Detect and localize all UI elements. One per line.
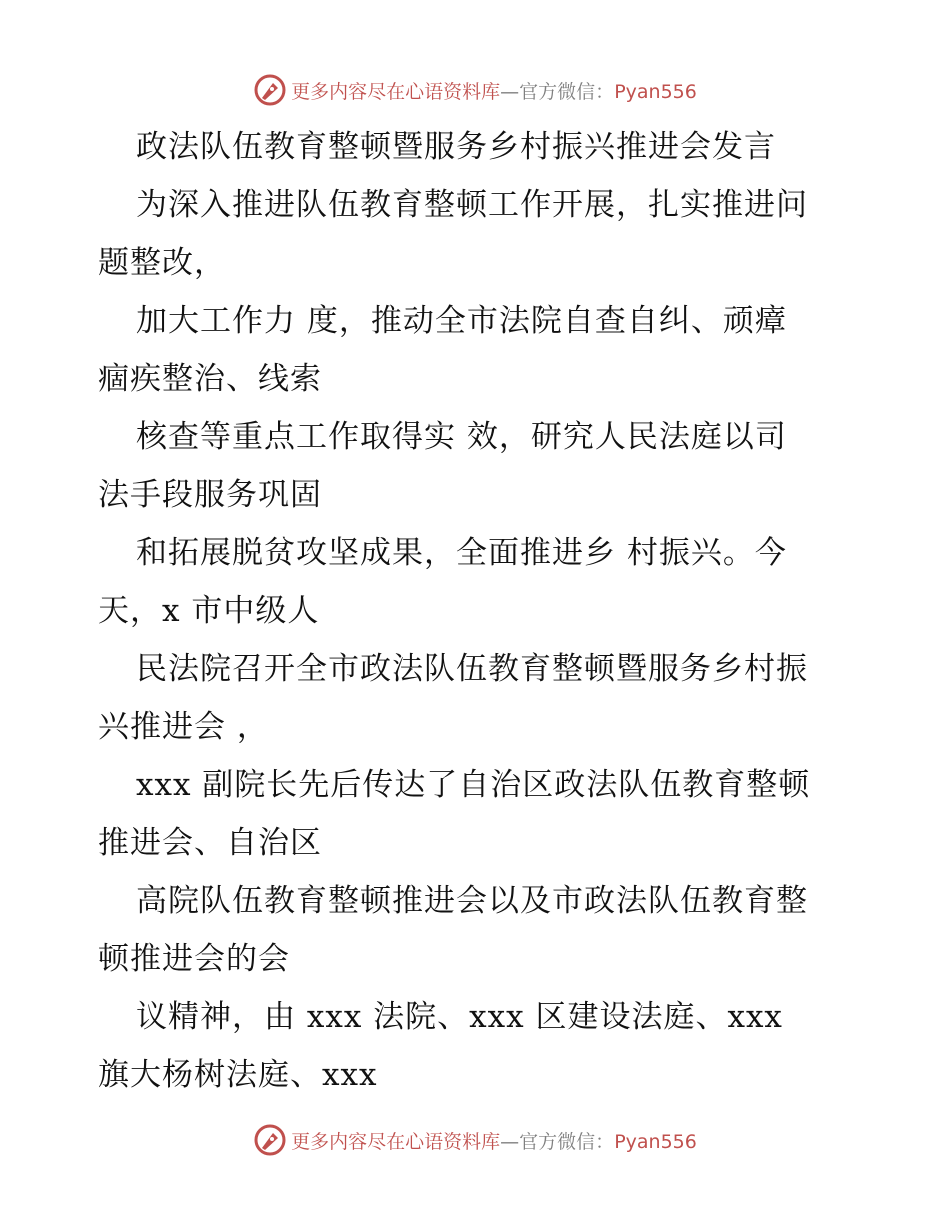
header-wechat-id: Pyan556 xyxy=(614,80,697,103)
header-site-name: 更多内容尽在心语资料库 xyxy=(291,80,501,103)
paragraph-line: 痼疾整治、线索 xyxy=(98,361,322,397)
footer-banner xyxy=(0,1120,950,1160)
paragraph-line: 和拓展脱贫攻坚成果，全面推进乡 村振兴。今 xyxy=(136,535,787,571)
paragraph-line: 核查等重点工作取得实 效，研究人民法庭以司 xyxy=(136,419,787,455)
footer-wechat-label: —官方微信： xyxy=(500,1130,615,1153)
header-wechat-label: —官方微信： xyxy=(500,80,615,103)
paragraph-line: 加大工作力 度，推动全市法院自查自纠、顽瘴 xyxy=(136,303,787,339)
document-title: 政法队伍教育整顿暨服务乡村振兴推进会发言 xyxy=(136,129,776,165)
footer-wechat-id: Pyan556 xyxy=(614,1130,697,1153)
paragraph-line: 高院队伍教育整顿推进会以及市政法队伍教育整 xyxy=(136,883,808,919)
footer-banner-text xyxy=(291,1127,697,1154)
header-banner-text xyxy=(291,77,697,104)
header-banner xyxy=(0,70,950,110)
paragraph-line: 推进会、自治区 xyxy=(98,825,322,861)
pen-nib-logo-icon xyxy=(253,1123,287,1157)
footer-site-name: 更多内容尽在心语资料库 xyxy=(291,1130,501,1153)
paragraph-line: 民法院召开全市政法队伍教育整顿暨服务乡村振 xyxy=(136,651,808,687)
paragraph-line: 为深入推进队伍教育整顿工作开展，扎实推进问 xyxy=(136,187,808,223)
paragraph-line: 议精神，由 xxx 法院、xxx 区建设法庭、xxx xyxy=(136,999,783,1035)
pen-nib-logo-icon xyxy=(253,73,287,107)
paragraph-line: 旗大杨树法庭、xxx xyxy=(98,1057,378,1093)
paragraph-line: 题整改， xyxy=(98,245,226,281)
paragraph-line: 法手段服务巩固 xyxy=(98,477,322,513)
paragraph-line: 兴推进会 ， xyxy=(98,709,269,745)
paragraph-line: xxx 副院长先后传达了自治区政法队伍教育整顿 xyxy=(136,767,811,803)
paragraph-line: 顿推进会的会 xyxy=(98,941,290,977)
paragraph-line: 天，x 市中级人 xyxy=(98,593,320,629)
